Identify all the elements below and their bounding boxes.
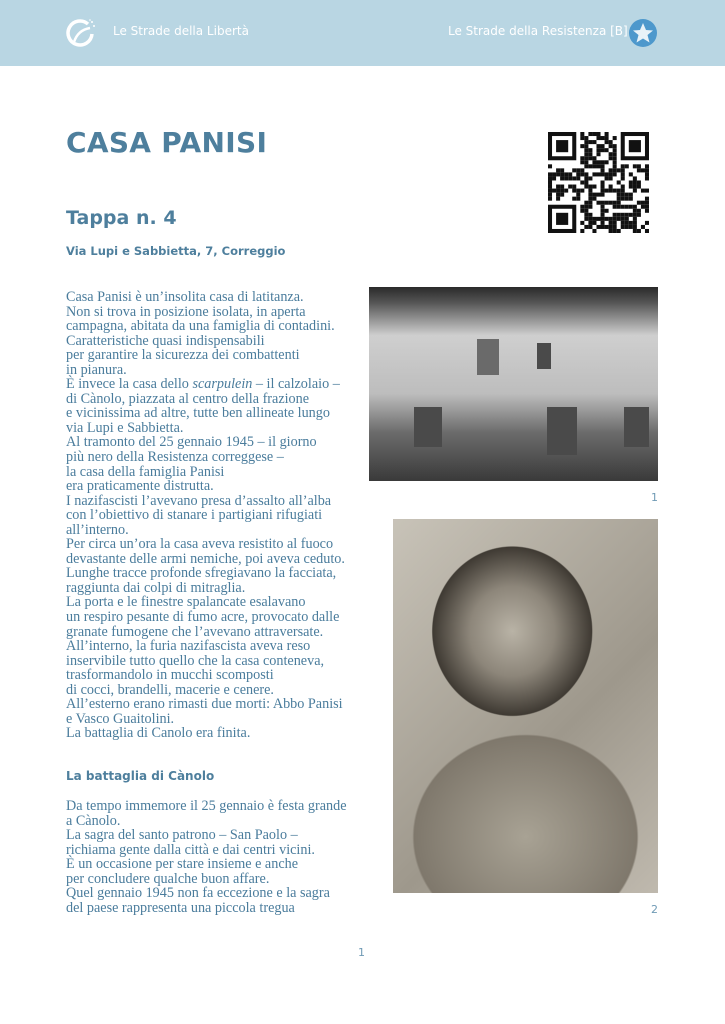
text-line: richiama gente dalla città e dai centri vicini. (66, 841, 315, 858)
stage-number: Tappa n. 4 (66, 207, 177, 229)
photo-caption-1: 1 (651, 491, 658, 504)
qr-code[interactable] (548, 132, 649, 233)
text-line: e Vasco Guaitolini. (66, 710, 175, 727)
house-photo (369, 287, 658, 481)
site-title[interactable]: Le Strade della Libertà (113, 24, 249, 38)
photo-caption-2: 2 (651, 903, 658, 916)
text-line: I nazifascisti l’avevano presa d’assalto all’alba (66, 492, 332, 509)
intro-text (66, 290, 366, 741)
text-line: la casa della famiglia Panisi (66, 463, 225, 480)
text-line: Al tramonto del 25 gennaio 1945 – il giorno (66, 434, 317, 451)
section-heading: La battaglia di Cànolo (66, 769, 215, 783)
text-fragment: – il calzolaio – (252, 376, 340, 393)
text-line: più nero della Resistenza correggese – (66, 449, 284, 466)
series-title[interactable]: Le Strade della Resistenza [B] (448, 24, 628, 38)
page-title: CASA PANISI (66, 126, 268, 159)
page-number: 1 (358, 946, 365, 959)
text-line: La sagra del santo patrono – San Paolo – (66, 827, 298, 844)
text-line: devastante delle armi nemiche, poi aveva ceduto. (66, 550, 345, 567)
text-line: Da tempo immemore il 25 gennaio è festa grande (66, 798, 347, 814)
text-line: un respiro pesante di fumo acre, provocato dalle (66, 609, 340, 626)
page-header (0, 0, 725, 66)
text-line: È un occasione per stare insieme e anche (66, 856, 299, 873)
text-line: via Lupi e Sabbietta. (66, 419, 184, 436)
text-line: Lunghe tracce profonde sfregiavano la facciata, (66, 565, 337, 582)
text-line: di Cànolo, piazzata al centro della frazione (66, 390, 310, 407)
text-line: all’interno. (66, 521, 129, 538)
text-line: di cocci, brandelli, macerie e cenere. (66, 681, 274, 698)
text-line (66, 377, 366, 392)
text-line: a Cànolo. (66, 812, 121, 829)
text-line: All’esterno erano rimasti due morti: Abbo Panisi (66, 696, 343, 713)
text-line: inservibile tutto quello che la casa conteneva, (66, 652, 325, 669)
italic-term: scarpulein (192, 376, 253, 393)
text-line: La porta e le finestre spalancate esalavano (66, 594, 306, 611)
portrait-photo (393, 519, 658, 893)
address: Via Lupi e Sabbietta, 7, Correggio (66, 244, 286, 258)
text-line: e vicinissima ad altre, tutte ben allineate lungo (66, 405, 330, 422)
text-line: trasformandolo in mucchi scomposti (66, 667, 274, 684)
text-line: era praticamente distrutta. (66, 478, 214, 495)
text-line: per garantire la sicurezza dei combattenti (66, 347, 300, 364)
text-line: granate fumogene che l’avevano attraversate. (66, 623, 324, 640)
text-line: Non si trova in posizione isolata, in aperta (66, 303, 306, 320)
star-badge-icon (628, 18, 658, 48)
text-line: per concludere qualche buon affare. (66, 870, 270, 887)
text-line: Per circa un’ora la casa aveva resistito al fuoco (66, 536, 334, 553)
text-line: raggiunta dai colpi di mitraglia. (66, 579, 246, 596)
text-fragment: È invece la casa dello (66, 376, 193, 393)
text-line: La battaglia di Canolo era finita. (66, 725, 251, 742)
section-text (66, 799, 366, 915)
text-line: campagna, abitata da una famiglia di contadini. (66, 318, 335, 335)
text-line: in pianura. (66, 361, 127, 378)
text-line: Casa Panisi è un’insolita casa di latitanza. (66, 289, 304, 305)
text-line: del paese rappresenta una piccola tregua (66, 899, 295, 916)
text-line: All’interno, la furia nazifascista aveva reso (66, 638, 311, 655)
text-line: Caratteristiche quasi indispensabili (66, 332, 265, 349)
text-line: Quel gennaio 1945 non fa eccezione e la sagra (66, 885, 330, 902)
swoosh-logo-icon (66, 18, 96, 48)
text-line: con l’obiettivo di stanare i partigiani rifugiati (66, 507, 323, 524)
